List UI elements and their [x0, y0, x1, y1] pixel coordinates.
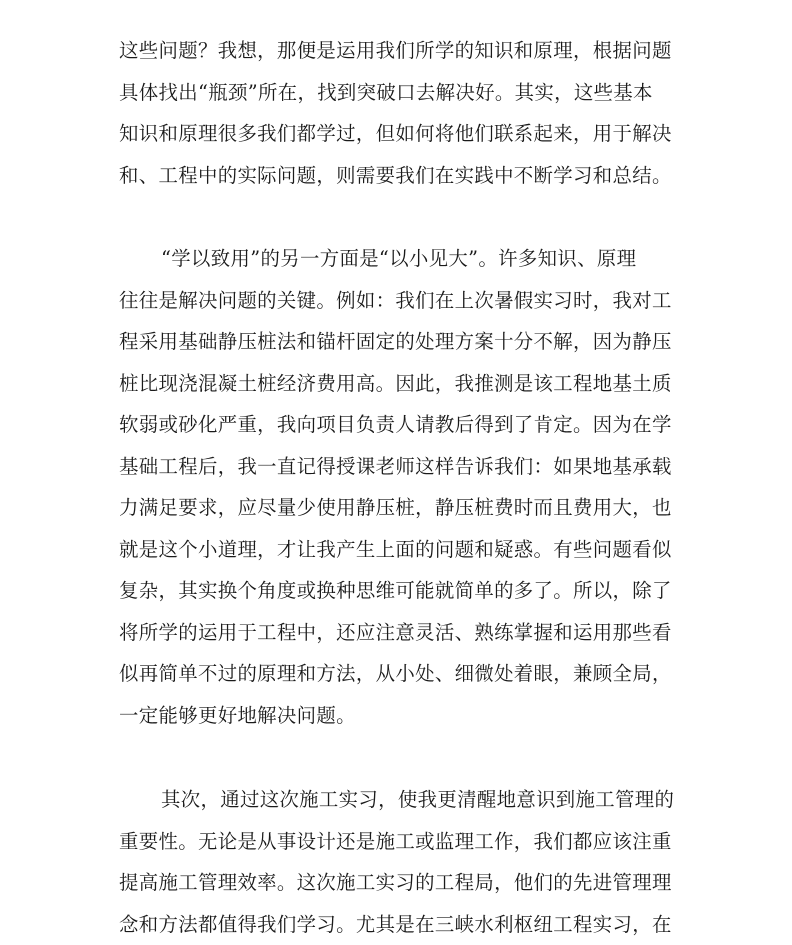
text-line: 似再简单不过的原理和方法，从小处、细微处着眼，兼顾全局， — [119, 653, 675, 695]
text-line: 桩比现浇混凝土桩经济费用高。因此，我推测是该工程地基土质 — [119, 363, 675, 405]
text-line: 这些问题？我想，那便是运用我们所学的知识和原理，根据问题 — [119, 30, 675, 72]
text-line: 复杂，其实换个角度或换种思维可能就简单的多了。所以，除了 — [119, 570, 675, 612]
text-line: 重要性。无论是从事设计还是施工或监理工作，我们都应该注重 — [119, 821, 675, 863]
paragraph-2 — [119, 238, 675, 736]
text-line: 其次，通过这次施工实习，使我更清醒地意识到施工管理的 — [119, 779, 675, 821]
text-line: 具体找出“瓶颈”所在，找到突破口去解决好。其实，这些基本 — [119, 72, 675, 114]
text-line: 念和方法都值得我们学习。尤其是在三峡水利枢纽工程实习，在 — [119, 904, 675, 945]
text-line: 程采用基础静压桩法和锚杆固定的处理方案十分不解，因为静压 — [119, 321, 675, 363]
text-line: 往往是解决问题的关键。例如：我们在上次暑假实习时，我对工 — [119, 280, 675, 322]
text-line: “学以致用”的另一方面是“以小见大”。许多知识、原理 — [119, 238, 675, 280]
text-line: 软弱或砂化严重，我向项目负责人请教后得到了肯定。因为在学 — [119, 404, 675, 446]
text-line: 一定能够更好地解决问题。 — [119, 695, 675, 737]
text-line: 力满足要求，应尽量少使用静压桩，静压桩费时而且费用大，也 — [119, 487, 675, 529]
text-line: 提高施工管理效率。这次施工实习的工程局，他们的先进管理理 — [119, 862, 675, 904]
text-line: 基础工程后，我一直记得授课老师这样告诉我们：如果地基承载 — [119, 446, 675, 488]
text-line: 将所学的运用于工程中，还应注意灵活、熟练掌握和运用那些看 — [119, 612, 675, 654]
text-line: 就是这个小道理，才让我产生上面的问题和疑惑。有些问题看似 — [119, 529, 675, 571]
paragraph-3 — [119, 779, 675, 945]
paragraph-1 — [119, 30, 675, 196]
text-line: 知识和原理很多我们都学过，但如何将他们联系起来，用于解决 — [119, 113, 675, 155]
text-line: 和、工程中的实际问题，则需要我们在实践中不断学习和总结。 — [119, 155, 675, 197]
